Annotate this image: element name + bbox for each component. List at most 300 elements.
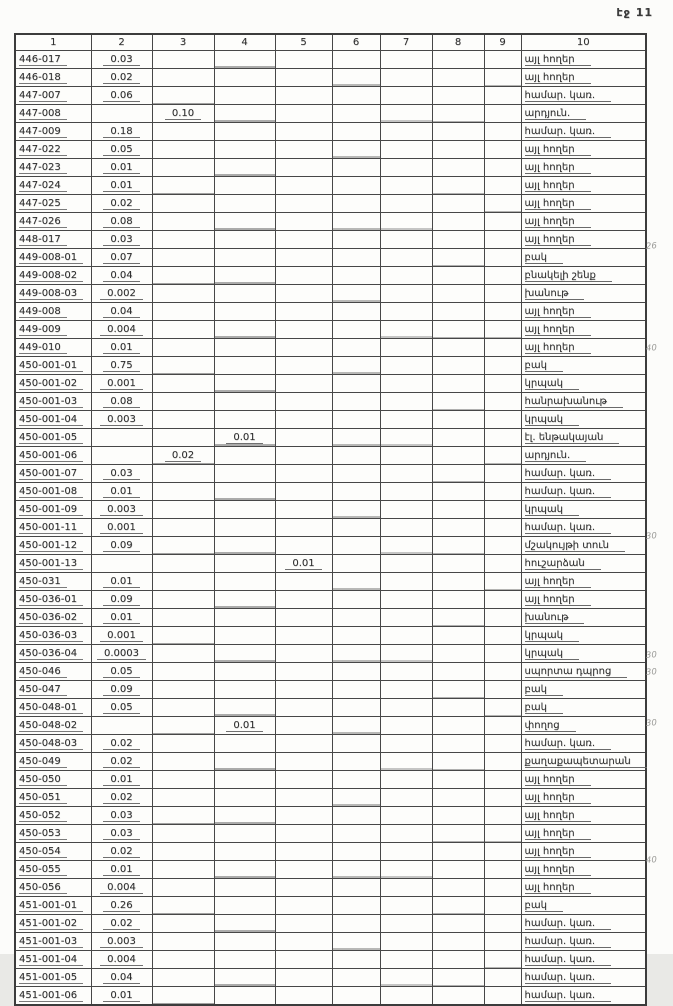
cell-area-value: [432, 195, 484, 213]
cell-area-value: [152, 591, 214, 609]
cell-area-value: [214, 123, 275, 141]
cell-landuse: բակ: [521, 249, 646, 267]
cell-area-value: [275, 933, 332, 951]
cell-area-value: [152, 843, 214, 861]
cell-landuse: այլ հողեր: [521, 69, 646, 87]
cell-area-value: [91, 555, 152, 573]
table-row: [15, 591, 646, 609]
cell-area-value: [432, 699, 484, 717]
cell-landuse: համար. կառ.: [521, 123, 646, 141]
cell-area-value: [484, 177, 521, 195]
cell-landuse: համար. կառ.: [521, 987, 646, 1006]
cell-area-value: [275, 285, 332, 303]
cell-area-value: 0.001: [91, 375, 152, 393]
cell-area-value: [152, 357, 214, 375]
cell-landuse: կրպակ: [521, 627, 646, 645]
cell-landuse: այլ հողեր: [521, 861, 646, 879]
cell-area-value: [432, 447, 484, 465]
table-row: [15, 231, 646, 249]
cell-landuse: կրպակ: [521, 501, 646, 519]
cell-parcel-code: 449-008: [15, 303, 91, 321]
cell-parcel-code: 450-046: [15, 663, 91, 681]
cell-area-value: [484, 213, 521, 231]
cell-area-value: [432, 861, 484, 879]
cell-area-value: [484, 789, 521, 807]
cell-landuse: բակ: [521, 699, 646, 717]
column-header: 3: [152, 34, 214, 51]
cell-area-value: [214, 393, 275, 411]
cell-area-value: [432, 681, 484, 699]
cell-area-value: [484, 609, 521, 627]
handwritten-margin-note: 40: [645, 854, 658, 866]
cell-area-value: 0.09: [91, 537, 152, 555]
cell-area-value: [152, 501, 214, 519]
cell-area-value: [432, 627, 484, 645]
cell-parcel-code: 450-036-02: [15, 609, 91, 627]
cell-area-value: [380, 123, 432, 141]
cell-area-value: [152, 141, 214, 159]
cell-area-value: [432, 969, 484, 987]
cell-area-value: 0.09: [91, 681, 152, 699]
table-row: [15, 321, 646, 339]
cell-area-value: [432, 249, 484, 267]
cell-area-value: 0.02: [152, 447, 214, 465]
cell-area-value: [152, 87, 214, 105]
cell-parcel-code: 451-001-01: [15, 897, 91, 915]
cell-area-value: 0.01: [91, 573, 152, 591]
cell-landuse: մշակույթի տուն: [521, 537, 646, 555]
cell-area-value: [380, 249, 432, 267]
cell-area-value: [332, 285, 380, 303]
cell-area-value: [275, 267, 332, 285]
cell-area-value: 0.10: [152, 105, 214, 123]
cell-area-value: [275, 843, 332, 861]
cell-area-value: [484, 825, 521, 843]
cell-area-value: [432, 789, 484, 807]
cell-area-value: [484, 285, 521, 303]
cell-landuse: համար. կառ.: [521, 465, 646, 483]
cell-area-value: [484, 771, 521, 789]
cell-parcel-code: 448-017: [15, 231, 91, 249]
cell-area-value: [152, 267, 214, 285]
cell-area-value: [432, 555, 484, 573]
cell-area-value: [432, 771, 484, 789]
cell-area-value: [380, 177, 432, 195]
cell-parcel-code: 450-001-04: [15, 411, 91, 429]
cell-area-value: [380, 51, 432, 69]
table-row: [15, 951, 646, 969]
cell-area-value: [484, 249, 521, 267]
cell-area-value: [380, 537, 432, 555]
cell-parcel-code: 450-047: [15, 681, 91, 699]
table-row: [15, 249, 646, 267]
cell-area-value: 0.04: [91, 969, 152, 987]
handwritten-margin-note: 30: [645, 718, 658, 730]
cell-area-value: [332, 663, 380, 681]
cell-area-value: [380, 609, 432, 627]
table-row: [15, 861, 646, 879]
cell-area-value: [380, 843, 432, 861]
cell-area-value: [432, 735, 484, 753]
cell-parcel-code: 447-023: [15, 159, 91, 177]
cell-area-value: [275, 339, 332, 357]
table-row: [15, 465, 646, 483]
cell-area-value: [214, 357, 275, 375]
cell-area-value: [332, 555, 380, 573]
cell-area-value: [214, 897, 275, 915]
cell-area-value: [152, 519, 214, 537]
cell-parcel-code: 450-050: [15, 771, 91, 789]
cell-area-value: [332, 267, 380, 285]
cell-area-value: [152, 915, 214, 933]
cell-area-value: [332, 141, 380, 159]
cell-parcel-code: 446-017: [15, 51, 91, 69]
cell-area-value: 0.09: [91, 591, 152, 609]
cell-area-value: [432, 375, 484, 393]
cell-area-value: 0.01: [91, 483, 152, 501]
cell-area-value: [214, 285, 275, 303]
cell-landuse: այլ հողեր: [521, 321, 646, 339]
cell-area-value: [484, 51, 521, 69]
cell-area-value: [332, 249, 380, 267]
table-row: [15, 879, 646, 897]
cell-area-value: [432, 159, 484, 177]
cell-area-value: [380, 447, 432, 465]
cell-area-value: 0.26: [91, 897, 152, 915]
cell-area-value: [432, 879, 484, 897]
cell-parcel-code: 449-008-02: [15, 267, 91, 285]
cell-area-value: [152, 807, 214, 825]
table-row: [15, 807, 646, 825]
cell-landuse: բակ: [521, 897, 646, 915]
cell-landuse: համար. կառ.: [521, 915, 646, 933]
cell-parcel-code: 447-024: [15, 177, 91, 195]
cell-area-value: [214, 807, 275, 825]
cell-area-value: [275, 951, 332, 969]
cell-area-value: [152, 321, 214, 339]
cell-area-value: [432, 51, 484, 69]
cell-area-value: [332, 123, 380, 141]
cell-area-value: 0.03: [91, 807, 152, 825]
cell-area-value: [380, 969, 432, 987]
cell-area-value: [484, 447, 521, 465]
cell-area-value: [380, 519, 432, 537]
cell-area-value: [432, 141, 484, 159]
cell-area-value: [332, 609, 380, 627]
cell-area-value: [380, 861, 432, 879]
cell-landuse: այլ հողեր: [521, 879, 646, 897]
table-row: [15, 69, 646, 87]
cell-area-value: [432, 645, 484, 663]
cell-area-value: [484, 807, 521, 825]
cell-area-value: 0.003: [91, 411, 152, 429]
cell-area-value: [484, 519, 521, 537]
cell-area-value: [214, 789, 275, 807]
cell-area-value: [214, 519, 275, 537]
cell-area-value: [275, 771, 332, 789]
cell-area-value: [275, 807, 332, 825]
cell-parcel-code: 449-008-03: [15, 285, 91, 303]
cell-area-value: [214, 375, 275, 393]
table-row: [15, 267, 646, 285]
table-row: [15, 933, 646, 951]
cell-area-value: [152, 609, 214, 627]
cell-landuse: այլ հողեր: [521, 825, 646, 843]
cell-area-value: [432, 429, 484, 447]
cell-area-value: [380, 699, 432, 717]
cell-area-value: [152, 573, 214, 591]
cell-area-value: [332, 915, 380, 933]
table-row: [15, 51, 646, 69]
cell-area-value: [484, 537, 521, 555]
cell-area-value: [332, 807, 380, 825]
cell-area-value: [152, 879, 214, 897]
cell-area-value: [484, 105, 521, 123]
table-row: [15, 537, 646, 555]
column-header: 4: [214, 34, 275, 51]
cell-parcel-code: 447-009: [15, 123, 91, 141]
cell-area-value: [380, 483, 432, 501]
cell-area-value: [380, 267, 432, 285]
cell-area-value: [214, 591, 275, 609]
cell-area-value: [91, 105, 152, 123]
cell-area-value: [332, 627, 380, 645]
cell-area-value: [432, 231, 484, 249]
cell-area-value: [332, 447, 380, 465]
table-row: [15, 105, 646, 123]
cell-parcel-code: 449-008-01: [15, 249, 91, 267]
table-row: [15, 789, 646, 807]
cell-landuse: այլ հողեր: [521, 771, 646, 789]
cell-area-value: [432, 411, 484, 429]
cell-parcel-code: 450-051: [15, 789, 91, 807]
cell-area-value: [332, 303, 380, 321]
cell-area-value: [275, 879, 332, 897]
cell-area-value: [275, 663, 332, 681]
cell-area-value: [152, 339, 214, 357]
cell-area-value: 0.05: [91, 699, 152, 717]
cell-area-value: [332, 411, 380, 429]
cell-area-value: 0.18: [91, 123, 152, 141]
cell-area-value: [380, 681, 432, 699]
cell-area-value: [152, 429, 214, 447]
table-row: [15, 483, 646, 501]
cell-parcel-code: 450-048-02: [15, 717, 91, 735]
cell-area-value: [380, 789, 432, 807]
cell-landuse: այլ հողեր: [521, 789, 646, 807]
table-row: [15, 843, 646, 861]
cell-area-value: [214, 555, 275, 573]
cell-area-value: [380, 753, 432, 771]
cell-area-value: [484, 591, 521, 609]
cell-landuse: համար. կառ.: [521, 951, 646, 969]
cell-area-value: [275, 69, 332, 87]
cell-area-value: [484, 141, 521, 159]
cell-parcel-code: 450-001-02: [15, 375, 91, 393]
cell-area-value: [275, 519, 332, 537]
cell-area-value: [275, 231, 332, 249]
cell-area-value: [332, 825, 380, 843]
cell-area-value: [380, 195, 432, 213]
column-header: 9: [484, 34, 521, 51]
cell-landuse: համար. կառ.: [521, 483, 646, 501]
table-row: [15, 375, 646, 393]
cell-area-value: [275, 465, 332, 483]
cell-area-value: [214, 141, 275, 159]
cell-area-value: [484, 321, 521, 339]
handwritten-margin-note: 40: [645, 343, 658, 354]
cell-area-value: [380, 825, 432, 843]
cell-area-value: [214, 267, 275, 285]
cell-area-value: 0.02: [91, 843, 152, 861]
cell-area-value: [432, 915, 484, 933]
cell-landuse: սպորտա դպրոց: [521, 663, 646, 681]
cell-area-value: [380, 375, 432, 393]
cell-landuse: այլ հողեր: [521, 843, 646, 861]
cell-area-value: [332, 483, 380, 501]
table-row: [15, 771, 646, 789]
cell-area-value: 0.03: [91, 51, 152, 69]
cell-area-value: [332, 195, 380, 213]
cell-area-value: [380, 339, 432, 357]
cell-area-value: [214, 861, 275, 879]
cell-area-value: [152, 213, 214, 231]
cell-area-value: [152, 663, 214, 681]
cell-area-value: 0.004: [91, 951, 152, 969]
cell-area-value: [214, 213, 275, 231]
cell-landuse: կրպակ: [521, 645, 646, 663]
table-row: [15, 609, 646, 627]
cell-landuse: համար. կառ.: [521, 87, 646, 105]
table-row: [15, 753, 646, 771]
cell-area-value: [275, 969, 332, 987]
table-row: [15, 699, 646, 717]
cell-area-value: 0.01: [91, 177, 152, 195]
cell-area-value: [380, 411, 432, 429]
handwritten-margin-note: 30: [645, 650, 658, 661]
cell-area-value: [380, 213, 432, 231]
cell-area-value: [432, 897, 484, 915]
cell-area-value: 0.003: [91, 501, 152, 519]
cell-landuse: համար. կառ.: [521, 519, 646, 537]
cell-area-value: [332, 537, 380, 555]
cell-area-value: [275, 87, 332, 105]
page-number: էջ 11: [616, 6, 653, 19]
table-row: [15, 141, 646, 159]
cell-area-value: [380, 429, 432, 447]
cell-area-value: [152, 951, 214, 969]
cell-area-value: [214, 609, 275, 627]
cell-area-value: [380, 735, 432, 753]
cell-area-value: [152, 699, 214, 717]
cell-area-value: [214, 735, 275, 753]
cell-area-value: [484, 231, 521, 249]
cell-area-value: [152, 51, 214, 69]
cell-parcel-code: 450-001-13: [15, 555, 91, 573]
cell-area-value: [484, 717, 521, 735]
cell-area-value: 0.0003: [91, 645, 152, 663]
cell-area-value: [332, 717, 380, 735]
cell-area-value: [152, 681, 214, 699]
cell-area-value: [332, 897, 380, 915]
cell-area-value: 0.02: [91, 195, 152, 213]
cell-area-value: [275, 645, 332, 663]
cell-area-value: 0.01: [91, 339, 152, 357]
cell-area-value: [332, 519, 380, 537]
cell-area-value: [380, 321, 432, 339]
cell-area-value: 0.01: [91, 987, 152, 1006]
column-header: 5: [275, 34, 332, 51]
cell-area-value: [380, 591, 432, 609]
cell-area-value: [484, 681, 521, 699]
cell-area-value: 0.05: [91, 141, 152, 159]
cell-area-value: [380, 357, 432, 375]
cell-area-value: [152, 717, 214, 735]
cell-area-value: [214, 159, 275, 177]
cell-area-value: [275, 753, 332, 771]
cell-area-value: [275, 483, 332, 501]
cell-area-value: 0.01: [91, 609, 152, 627]
cell-area-value: [484, 87, 521, 105]
cell-area-value: [380, 915, 432, 933]
cell-area-value: 0.01: [91, 159, 152, 177]
cell-area-value: [275, 123, 332, 141]
cell-area-value: [484, 555, 521, 573]
cell-area-value: [332, 951, 380, 969]
column-header: 6: [332, 34, 380, 51]
cell-parcel-code: 451-001-05: [15, 969, 91, 987]
column-header: 1: [15, 34, 91, 51]
cell-area-value: 0.02: [91, 915, 152, 933]
cell-parcel-code: 450-055: [15, 861, 91, 879]
table-row: [15, 159, 646, 177]
cell-area-value: [332, 231, 380, 249]
cell-area-value: [91, 429, 152, 447]
cell-area-value: [214, 249, 275, 267]
cell-area-value: [332, 681, 380, 699]
cell-parcel-code: 451-001-03: [15, 933, 91, 951]
cell-area-value: [214, 321, 275, 339]
cell-area-value: [214, 681, 275, 699]
cell-area-value: [214, 231, 275, 249]
cell-area-value: [152, 483, 214, 501]
cell-parcel-code: 449-009: [15, 321, 91, 339]
cell-area-value: [380, 303, 432, 321]
cell-area-value: [332, 213, 380, 231]
cell-area-value: [275, 609, 332, 627]
cell-parcel-code: 450-052: [15, 807, 91, 825]
cell-area-value: [432, 825, 484, 843]
cell-area-value: 0.05: [91, 663, 152, 681]
cell-area-value: [214, 987, 275, 1006]
table-row: [15, 429, 646, 447]
column-header: 8: [432, 34, 484, 51]
cell-area-value: [484, 501, 521, 519]
cell-area-value: 0.03: [91, 825, 152, 843]
cell-landuse: կրպակ: [521, 375, 646, 393]
cell-parcel-code: 451-001-04: [15, 951, 91, 969]
table-row: [15, 285, 646, 303]
cell-landuse: էլ. ենթակայան: [521, 429, 646, 447]
cell-parcel-code: 450-031: [15, 573, 91, 591]
cell-area-value: [380, 69, 432, 87]
cell-area-value: [152, 789, 214, 807]
cell-area-value: [380, 501, 432, 519]
cell-area-value: [484, 69, 521, 87]
cell-area-value: [152, 393, 214, 411]
cell-area-value: [380, 951, 432, 969]
cell-area-value: [432, 591, 484, 609]
